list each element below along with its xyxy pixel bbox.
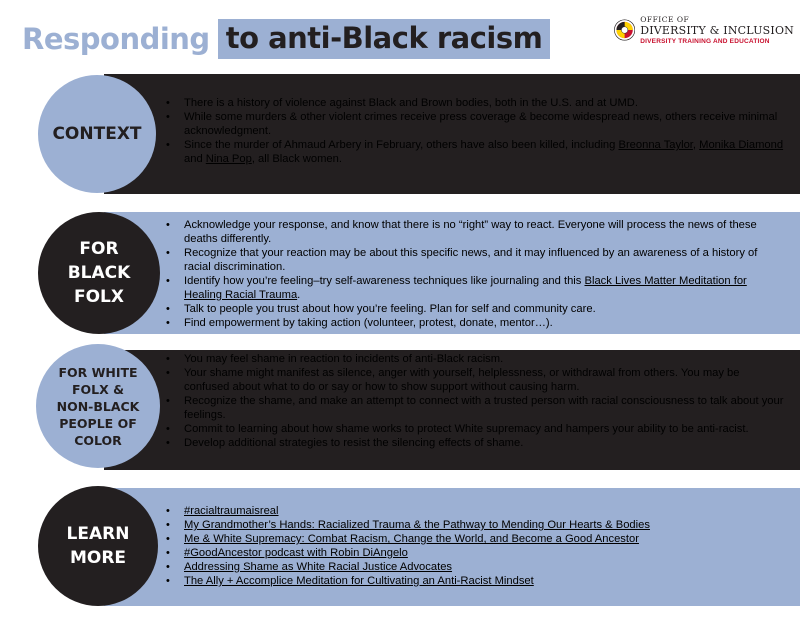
good-ancestor-podcast-link[interactable]: #GoodAncestor podcast with Robin DiAngelo bbox=[184, 547, 408, 559]
list-item: • Since the murder of Ahmaud Arbery in February, others have also been killed, including Breonna Taylor, Monika Diamond and Nina Pop, all Black women. bbox=[166, 138, 786, 166]
white-folx-heading-line: NON-BLACK bbox=[56, 398, 140, 414]
list-item: • While some murders & other violent crimes receive press coverage & become widespread news, others receive minimal acknowledgment. bbox=[166, 110, 786, 138]
list-item bbox=[166, 546, 786, 560]
list-item: • You may feel shame in reaction to incidents of anti-Black racism. bbox=[166, 352, 786, 366]
logo-name-text: DIVERSITY & INCLUSION bbox=[640, 23, 794, 37]
black-folx-list bbox=[166, 218, 786, 330]
university-seal-icon bbox=[614, 17, 635, 43]
blm-meditation-link[interactable]: Black Lives Matter Meditation for Healing Racial Trauma bbox=[184, 275, 747, 301]
white-folx-heading-circle bbox=[36, 344, 160, 468]
context-heading-circle bbox=[38, 75, 156, 193]
context-section bbox=[0, 74, 800, 194]
black-folx-heading-line: FOLX bbox=[73, 287, 124, 307]
list-item: • Identify how you’re feeling–try self-awareness techniques like journaling and this Black Lives Matter Meditation for Healing Racial Trauma. bbox=[166, 274, 786, 302]
title-part-anti-black-racism: to anti-Black racism bbox=[218, 19, 551, 59]
nina-pop-link[interactable]: Nina Pop bbox=[205, 153, 252, 165]
grandmothers-hands-link[interactable]: My Grandmother’s Hands: Racialized Trauma & the Pathway to Mending Our Hearts & Bodies bbox=[184, 519, 650, 531]
white-folx-heading-line: PEOPLE OF bbox=[59, 415, 137, 431]
list-item: • Commit to learning about how shame works to protect White supremacy and hampers your ability to be anti-racist. bbox=[166, 422, 786, 436]
list-item: • Talk to people you trust about how you’re feeling. Plan for self and community care. bbox=[166, 302, 786, 316]
learn-more-section bbox=[0, 488, 800, 606]
logo-sub-text: DIVERSITY TRAINING AND EDUCATION bbox=[640, 37, 770, 45]
title-part-responding: Responding bbox=[22, 22, 210, 56]
list-item bbox=[166, 560, 786, 574]
learn-more-heading-line: MORE bbox=[69, 548, 127, 568]
monika-diamond-link[interactable]: Monika Diamond bbox=[699, 139, 784, 151]
addressing-shame-link[interactable]: Addressing Shame as White Racial Justice Advocates bbox=[184, 561, 453, 573]
list-item: • Find empowerment by taking action (volunteer, protest, donate, mentor…). bbox=[166, 316, 786, 330]
list-item bbox=[166, 504, 786, 518]
racialtraumaisreal-link[interactable]: #racialtraumaisreal bbox=[184, 505, 279, 517]
context-list bbox=[166, 96, 786, 166]
white-folx-heading-line: FOR WHITE bbox=[58, 364, 138, 380]
breonna-taylor-link[interactable]: Breonna Taylor bbox=[618, 139, 693, 151]
list-item bbox=[166, 532, 786, 546]
white-folx-heading-line: COLOR bbox=[74, 432, 122, 448]
list-item: • Recognize the shame, and make an attempt to connect with a trusted person with racial consciousness to talk about your feelings. bbox=[166, 394, 786, 422]
logo-office-text: OFFICE OF bbox=[640, 15, 690, 24]
black-folx-section bbox=[0, 212, 800, 334]
white-folx-heading-line: FOLX & bbox=[71, 381, 125, 397]
black-folx-heading-line: BLACK bbox=[67, 263, 131, 283]
black-folx-heading-circle bbox=[38, 212, 160, 334]
learn-more-list bbox=[166, 504, 786, 588]
list-item: • Recognize that your reaction may be about this specific news, and it may influenced by an awareness of a history of racial discrimination. bbox=[166, 246, 786, 274]
white-folx-list bbox=[166, 352, 786, 450]
list-item: • Your shame might manifest as silence, anger with yourself, helplessness, or withdrawal from others. You may be confused about what to do or say or how to show support without causing harm. bbox=[166, 366, 786, 394]
list-item: • There is a history of violence against Black and Brown bodies, both in the U.S. and at UMD. bbox=[166, 96, 786, 110]
list-item bbox=[166, 574, 786, 588]
black-folx-heading-line: FOR bbox=[79, 239, 119, 259]
context-heading: CONTEXT bbox=[52, 124, 142, 144]
learn-more-heading-line: LEARN bbox=[66, 524, 130, 544]
list-item: • Develop additional strategies to resist the silencing effects of shame. bbox=[166, 436, 786, 450]
me-and-white-supremacy-link[interactable]: Me & White Supremacy: Combat Racism, Change the World, and Become a Good Ancestor bbox=[184, 533, 639, 545]
list-item bbox=[166, 518, 786, 532]
ally-accomplice-meditation-link[interactable]: The Ally + Accomplice Meditation for Cultivating an Anti-Racist Mindset bbox=[184, 575, 534, 587]
page-title bbox=[22, 18, 550, 60]
learn-more-heading-circle bbox=[38, 486, 158, 606]
white-folx-section bbox=[0, 350, 800, 470]
diversity-inclusion-logo bbox=[614, 16, 794, 56]
list-item: • Acknowledge your response, and know that there is no “right” way to react. Everyone will process the news of these deaths differently. bbox=[166, 218, 786, 246]
